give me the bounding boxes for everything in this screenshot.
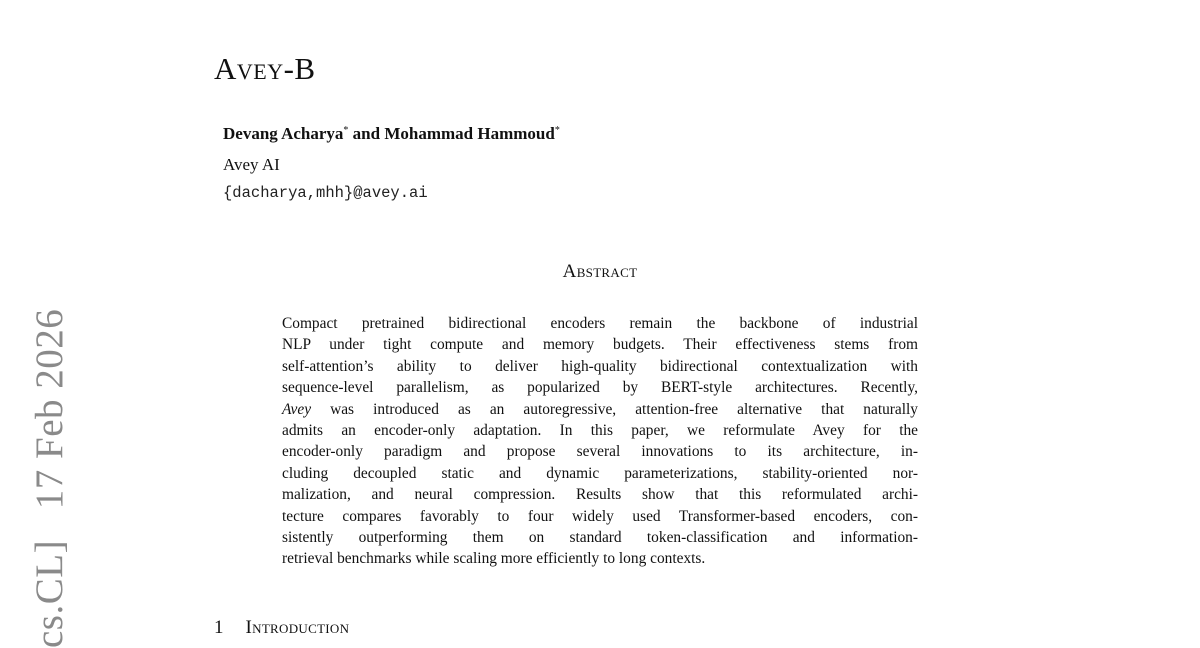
abstract-line: admits an encoder-only adaptation. In this paper, we reformulate Avey for the [282,422,918,440]
arxiv-side-stamp: cs.CL] 17 Feb 2026 [28,308,71,648]
abstract-line-with-emphasis [282,399,918,420]
abstract-line: tecture compares favorably to four widely used Transformer-based encoders, con- [282,507,918,525]
abstract-heading: Abstract [562,261,638,282]
paper-title: Avey-B [214,51,316,86]
author-connector: and [348,124,385,143]
author-line [223,124,560,144]
author-footnote-mark: * [554,125,560,136]
abstract-line: retrieval benchmarks while scaling more efficiently to long contexts. [282,550,706,568]
abstract-body [282,313,918,570]
abstract-line: sequence-level parallelism, as popularized by BERT-style architectures. Recently, [282,379,918,397]
abstract-line: malization, and neural compression. Results show that this reformulated archi- [282,486,918,504]
abstract-line: sistently outperforming them on standard token-classification and information- [282,529,918,547]
author-footnote-mark: * [343,125,349,136]
author-name: Devang Acharya [223,124,344,143]
author-email: {dacharya,mhh}@avey.ai [223,184,428,202]
emphasized-term: Avey [282,400,312,418]
affiliation: Avey AI [223,155,280,174]
abstract-line: self-attention’s ability to deliver high-quality bidirectional contextualization with [282,357,918,375]
author-name: Mohammad Hammoud [384,124,555,143]
abstract-line-rest: was introduced as an autoregressive, attention-free alternative that naturally [311,400,918,418]
abstract-line: encoder-only paradigm and propose several innovations to its architecture, in- [282,443,918,461]
abstract-line: cluding decoupled static and dynamic parameterizations, stability-oriented nor- [282,464,918,482]
section-heading [214,617,349,640]
section-number: 1 [214,617,224,638]
abstract-line: NLP under tight compute and memory budgets. Their effectiveness stems from [282,336,918,354]
section-title: Introduction [245,617,350,638]
abstract-line: Compact pretrained bidirectional encoders remain the backbone of industrial [282,315,918,332]
